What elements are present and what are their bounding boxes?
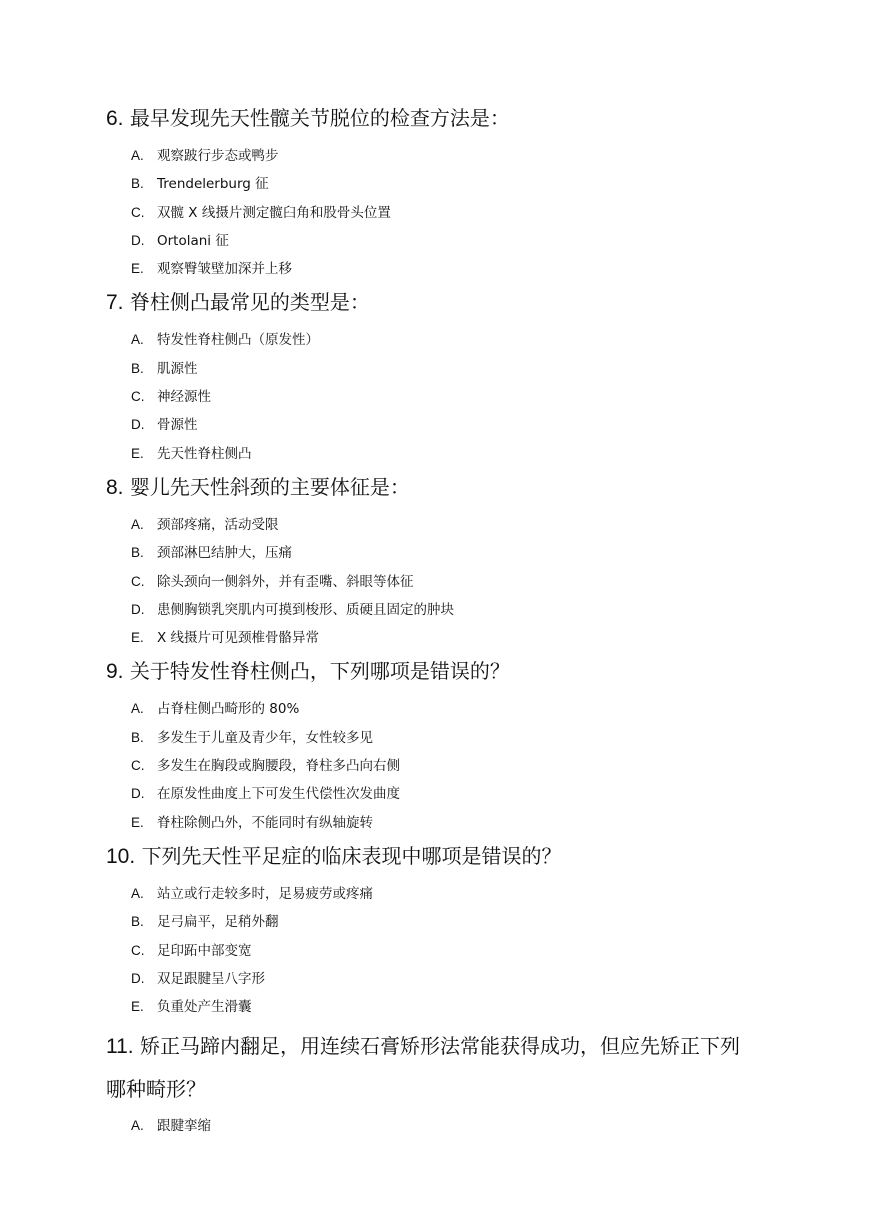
option-text: 肌源性 xyxy=(157,360,198,377)
option-text: 观察跛行步态或鸭步 xyxy=(157,148,279,164)
option-text: 神经源性 xyxy=(157,389,211,406)
option-letter: A. xyxy=(131,516,144,532)
option-text: 多发生在胸段或胸腰段，脊柱多凸向右侧 xyxy=(157,758,400,775)
question-10 xyxy=(106,841,786,1021)
option-letter: D. xyxy=(131,232,145,248)
question-6 xyxy=(106,103,786,283)
option-letter: C. xyxy=(131,204,145,220)
option-c[interactable] xyxy=(131,383,786,411)
option-a[interactable] xyxy=(131,142,786,170)
option-b[interactable] xyxy=(131,908,786,936)
question-title xyxy=(106,656,786,687)
option-letter: A. xyxy=(131,701,144,717)
question-title xyxy=(106,287,786,318)
option-b[interactable] xyxy=(131,355,786,383)
option-text: 双髋 X 线摄片测定髋臼角和股骨头位置 xyxy=(157,204,391,221)
option-d[interactable] xyxy=(131,965,786,993)
option-a[interactable] xyxy=(131,880,786,908)
option-text: 负重处产生滑囊 xyxy=(157,999,252,1016)
option-d[interactable] xyxy=(131,780,786,808)
question-title xyxy=(106,103,786,134)
option-letter: E. xyxy=(131,814,144,830)
question-number: 11. xyxy=(106,1035,134,1059)
option-text: 站立或行走较多时，足易疲劳或疼痛 xyxy=(157,885,373,902)
option-text: 在原发性曲度上下可发生代偿性次发曲度 xyxy=(157,786,400,803)
option-e[interactable] xyxy=(131,440,786,468)
option-letter: D. xyxy=(131,970,145,986)
option-letter: B. xyxy=(131,729,144,745)
option-e[interactable] xyxy=(131,255,786,283)
option-letter: D. xyxy=(131,417,145,433)
option-letter: C. xyxy=(131,389,145,405)
option-letter: A. xyxy=(131,148,144,163)
question-number: 7. xyxy=(106,291,124,315)
option-text: Ortolani 征 xyxy=(157,232,229,249)
option-text: 颈部淋巴结肿大，压痛 xyxy=(157,545,292,562)
option-b[interactable] xyxy=(131,539,786,567)
option-c[interactable] xyxy=(131,937,786,965)
option-letter: E. xyxy=(131,630,144,646)
question-text: 脊柱侧凸最常见的类型是： xyxy=(129,290,370,315)
option-text: 足印跖中部变宽 xyxy=(157,942,252,959)
option-text: 脊柱除侧凸外，不能同时有纵轴旋转 xyxy=(157,814,373,831)
question-text: 关于特发性脊柱侧凸，下列哪项是错误的？ xyxy=(129,659,510,684)
option-text: 患侧胸锁乳突肌内可摸到梭形、质硬且固定的肿块 xyxy=(157,601,454,618)
option-a[interactable] xyxy=(131,695,786,723)
option-e[interactable] xyxy=(131,993,786,1021)
option-letter: E. xyxy=(131,445,144,461)
option-letter: E. xyxy=(131,999,144,1015)
option-b[interactable] xyxy=(131,724,786,752)
option-letter: B. xyxy=(131,176,144,192)
question-9 xyxy=(106,656,786,836)
question-11 xyxy=(106,1025,786,1140)
option-a[interactable] xyxy=(131,326,786,354)
option-list xyxy=(106,880,786,1021)
question-text: 下列先天性平足症的临床表现中哪项是错误的？ xyxy=(141,843,562,868)
option-letter: D. xyxy=(131,601,145,617)
question-8 xyxy=(106,472,786,652)
option-text: 颈部疼痛，活动受限 xyxy=(157,516,279,533)
option-text: 足弓扁平，足稍外翻 xyxy=(157,914,279,931)
question-number: 6. xyxy=(106,107,124,130)
option-text: 跟腱挛缩 xyxy=(157,1118,211,1135)
option-c[interactable] xyxy=(131,199,786,227)
question-title xyxy=(106,472,786,503)
option-text: 多发生于儿童及青少年，女性较多见 xyxy=(157,729,373,746)
question-number: 8. xyxy=(106,475,124,499)
option-list xyxy=(106,511,786,652)
question-text-line-2: 哪种畸形？ xyxy=(106,1077,206,1102)
option-letter: A. xyxy=(131,332,144,348)
option-letter: A. xyxy=(131,1118,144,1134)
question-number: 9. xyxy=(106,660,124,684)
option-e[interactable] xyxy=(131,624,786,652)
question-title xyxy=(106,1025,786,1110)
question-text: 最早发现先天性髋关节脱位的检查方法是： xyxy=(129,106,510,130)
question-title xyxy=(106,841,786,872)
option-list xyxy=(106,1112,786,1140)
option-letter: C. xyxy=(131,942,145,958)
option-text: 骨源性 xyxy=(157,417,198,434)
option-text: 双足跟腱呈八字形 xyxy=(157,970,265,987)
option-list xyxy=(106,695,786,836)
option-a[interactable] xyxy=(131,511,786,539)
option-letter: C. xyxy=(131,573,145,589)
option-text: 占脊柱侧凸畸形的 80% xyxy=(157,701,300,718)
option-d[interactable] xyxy=(131,596,786,624)
option-text: 除头颈向一侧斜外，并有歪嘴、斜眼等体征 xyxy=(157,573,414,590)
option-text: X 线摄片可见颈椎骨骼异常 xyxy=(157,630,320,647)
option-text: 观察臀皱壁加深并上移 xyxy=(157,261,292,278)
option-c[interactable] xyxy=(131,568,786,596)
option-list xyxy=(106,142,786,283)
question-text: 婴儿先天性斜颈的主要体征是： xyxy=(129,474,410,499)
option-e[interactable] xyxy=(131,809,786,837)
option-letter: E. xyxy=(131,261,144,277)
option-d[interactable] xyxy=(131,227,786,255)
option-c[interactable] xyxy=(131,752,786,780)
option-letter: A. xyxy=(131,885,144,901)
option-letter: B. xyxy=(131,914,144,930)
option-d[interactable] xyxy=(131,411,786,439)
option-text: 先天性脊柱侧凸 xyxy=(157,445,252,462)
option-letter: D. xyxy=(131,786,145,802)
option-text: Trendelerburg 征 xyxy=(157,176,269,193)
option-text: 特发性脊柱侧凸（原发性） xyxy=(157,332,319,349)
option-letter: C. xyxy=(131,758,145,774)
option-letter: B. xyxy=(131,545,144,561)
option-a[interactable] xyxy=(131,1112,786,1140)
option-letter: B. xyxy=(131,360,144,376)
option-list xyxy=(106,326,786,467)
question-text-line-1: 矫正马蹄内翻足，用连续石膏矫形法常能获得成功，但应先矫正下列 xyxy=(140,1034,740,1059)
question-7 xyxy=(106,287,786,467)
question-list xyxy=(106,103,786,1145)
question-number: 10. xyxy=(106,844,136,868)
option-b[interactable] xyxy=(131,170,786,198)
